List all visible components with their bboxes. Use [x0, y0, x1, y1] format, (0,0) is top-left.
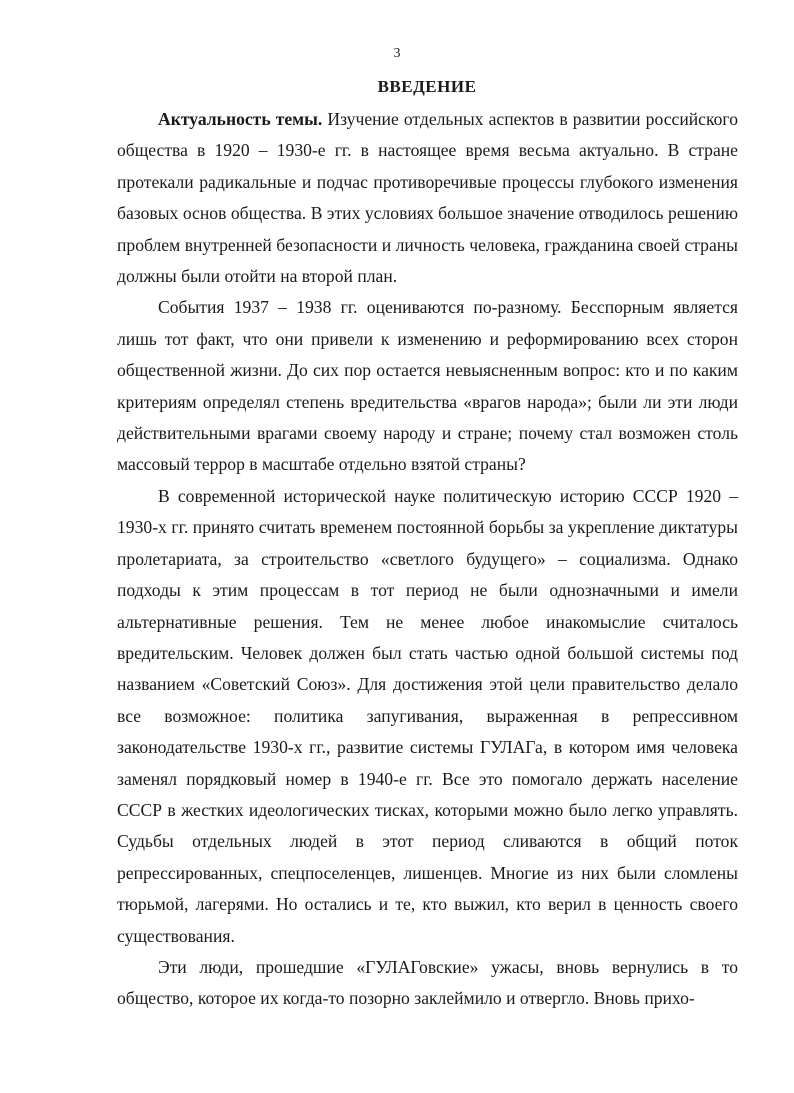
paragraph-events-1937: События 1937 – 1938 гг. оцениваются по-разному. Бесспорным является лишь тот факт, что они привели к изменению и реформированию всех сторон общественной жизни. До сих пор остается невыясненным вопрос: кто и по каким критериям определял степень вредительства «врагов народа»; были ли эти люди действительными врагами своему народу и стране; почему стал возможен столь массовый террор в масштабе отдельно взятой страны? — [117, 297, 738, 475]
paragraph-relevance — [117, 104, 738, 292]
page-title: ВВЕДЕНИЕ — [377, 77, 477, 96]
paragraph-text: Изучение отдельных аспектов в развитии российского общества в 1920 – 1930-е гг. в настоящее время весьма актуально. В стране протекали радикальные и подчас противоречивые процессы глубокого изменения базовых основ общества. В этих условиях большое значение отводилось решению проблем внутренней безопасности и личность человека, гражданина своей страны должны были отойти на второй план. — [117, 109, 738, 287]
document-body — [117, 104, 738, 1015]
paragraph-historiography: В современной исторической науке политическую историю СССР 1920 – 1930-х гг. принято считать временем постоянной борьбы за укрепление диктатуры пролетариата, за строительство «светлого будущего» – социализма. Однако подходы к этим процессам в тот период не были однозначными и имели альтернативные решения. Тем не менее любое инакомыслие считалось вредительским. Человек должен был стать частью одной большой системы под названием «Советский Союз». Для достижения этой цели правительство делало все возможное: политика запугивания, выраженная в репрессивном законодательстве 1930-х гг., развитие системы ГУЛАГа, в котором имя человека заменял порядковый номер в 1940-е гг. Все это помогало держать население СССР в жестких идеологических тисках, которыми можно было легко управлять. Судьбы отдельных людей в этот период сливаются в общий поток репрессированных, спецпоселенцев, лишенцев. Многие из них были сломлены тюрьмой, лагерями. Но остались и те, кто выжил, кто верил в ценность своего существования. — [117, 485, 738, 946]
paragraph-survivors: Эти люди, прошедшие «ГУЛАГовские» ужасы, вновь вернулись в то общество, которое их когда-то позорно заклеймило и отвергло. Вновь прихо- — [117, 956, 738, 1009]
paragraph-lead: Актуальность темы. — [158, 109, 323, 129]
page-number: 3 — [393, 46, 401, 61]
